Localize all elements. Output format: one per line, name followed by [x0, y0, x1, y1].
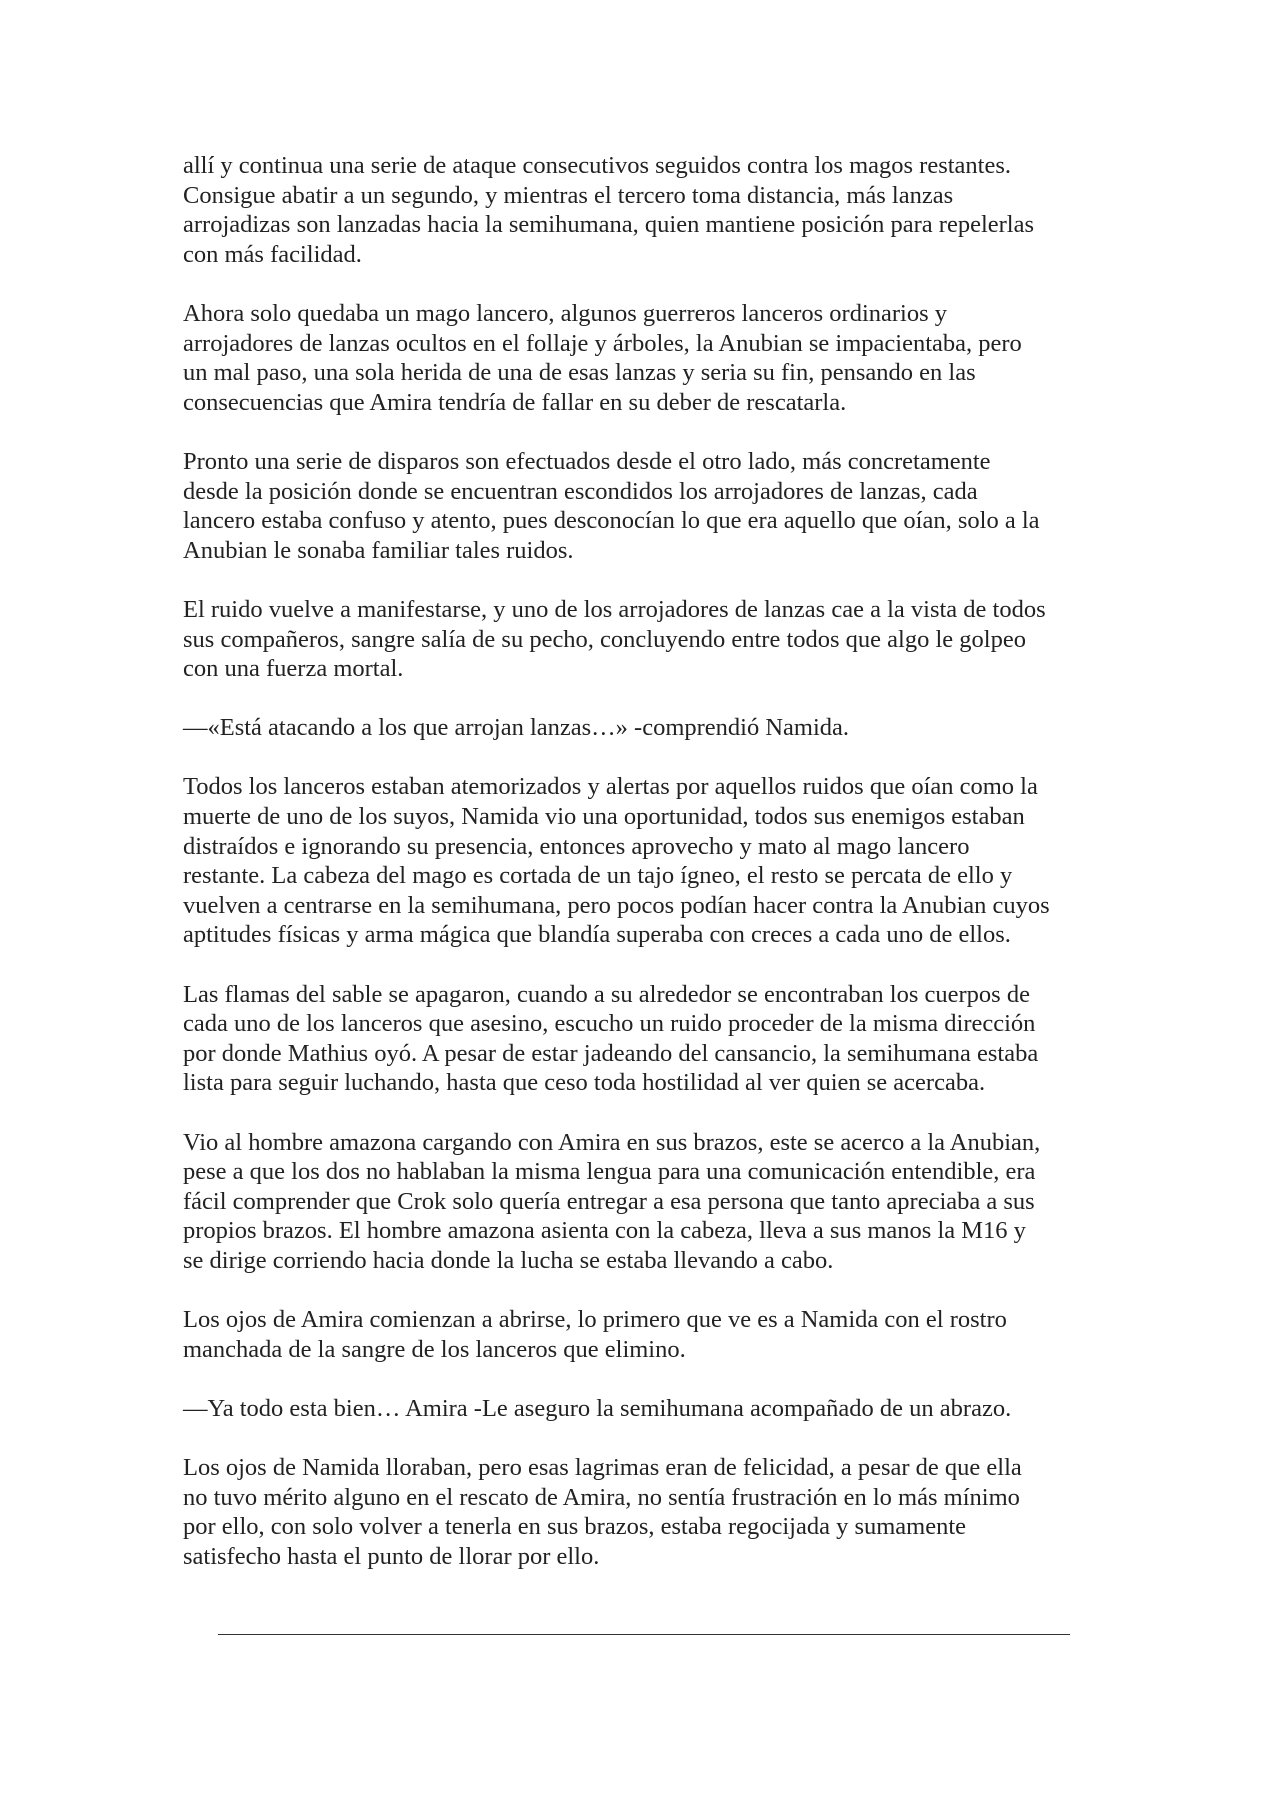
text-line: Los ojos de Amira comienzan a abrirse, lo primero que ve es a Namida con el rostro: [183, 1306, 1007, 1334]
text-line: consecuencias que Amira tendría de fallar en su deber de rescatarla.: [183, 388, 847, 416]
text-line: El ruido vuelve a manifestarse, y uno de los arrojadores de lanzas cae a la vista de todos: [183, 595, 1046, 623]
text-line: lista para seguir luchando, hasta que ceso toda hostilidad al ver quien se acercaba.: [183, 1069, 986, 1097]
paragraph: [183, 1305, 1103, 1364]
text-line: cada uno de los lanceros que asesino, escucho un ruido proceder de la misma dirección: [183, 1010, 1036, 1038]
text-line: allí y continua una serie de ataque consecutivos seguidos contra los magos restantes.: [183, 152, 1011, 179]
text-line: lancero estaba confuso y atento, pues desconocían lo que era aquello que oían, solo a la: [183, 507, 1040, 535]
text-line: por ello, con solo volver a tenerla en sus brazos, estaba regocijada y sumamente: [183, 1513, 967, 1541]
paragraph: [183, 299, 1103, 417]
paragraph: [183, 1453, 1103, 1571]
text-line: pese a que los dos no hablaban la misma lengua para una comunicación entendible, era: [183, 1158, 1036, 1186]
text-line: —Ya todo esta bien… Amira -Le aseguro la semihumana acompañado de un abrazo.: [183, 1394, 1012, 1422]
text-line: fácil comprender que Crok solo quería entregar a esa persona que tanto apreciaba a sus: [183, 1187, 1035, 1215]
text-line: arrojadizas son lanzadas hacia la semihumana, quien mantiene posición para repelerlas: [183, 211, 1035, 239]
dialogue-paragraph: [183, 713, 1103, 743]
text-line: por donde Mathius oyó. A pesar de estar jadeando del cansancio, la semihumana estaba: [183, 1039, 1039, 1067]
text-line: restante. La cabeza del mago es cortada de un tajo ígneo, el resto se percata de ello y: [183, 862, 1013, 890]
text-line: sus compañeros, sangre salía de su pecho, concluyendo entre todos que algo le golpeo: [183, 625, 1026, 653]
text-line: no tuvo mérito alguno en el rescato de Amira, no sentía frustración en lo más mínimo: [183, 1483, 1020, 1511]
paragraph: [183, 980, 1103, 1098]
text-line: desde la posición donde se encuentran escondidos los arrojadores de lanzas, cada: [183, 477, 978, 505]
paragraph: [183, 772, 1103, 950]
text-line: Los ojos de Namida lloraban, pero esas lagrimas eran de felicidad, a pesar de que ella: [183, 1454, 1022, 1482]
section-divider: [218, 1634, 1070, 1635]
text-line: distraídos e ignorando su presencia, entonces aprovecho y mato al mago lancero: [183, 832, 970, 860]
text-line: arrojadores de lanzas ocultos en el follaje y árboles, la Anubian se impacientaba, pero: [183, 329, 1022, 357]
body-text: [183, 151, 1103, 1601]
paragraph: [183, 595, 1103, 684]
text-line: se dirige corriendo hacia donde la lucha se estaba llevando a cabo.: [183, 1246, 834, 1274]
text-line: manchada de la sangre de los lanceros que elimino.: [183, 1335, 686, 1363]
text-line: con más facilidad.: [183, 240, 362, 268]
text-line: Todos los lanceros estaban atemorizados y alertas por aquellos ruidos que oían como la: [183, 773, 1038, 801]
text-line: propios brazos. El hombre amazona asienta con la cabeza, lleva a sus manos la M16 y: [183, 1217, 1026, 1245]
text-line: con una fuerza mortal.: [183, 655, 404, 683]
paragraph: [183, 151, 1103, 269]
text-line: Las flamas del sable se apagaron, cuando a su alrededor se encontraban los cuerpos de: [183, 980, 1030, 1008]
text-line: Ahora solo quedaba un mago lancero, algunos guerreros lanceros ordinarios y: [183, 299, 948, 327]
text-line: Vio al hombre amazona cargando con Amira en sus brazos, este se acerco a la Anubian,: [183, 1128, 1041, 1156]
text-line: muerte de uno de los suyos, Namida vio una oportunidad, todos sus enemigos estaban: [183, 803, 1025, 831]
text-line: satisfecho hasta el punto de llorar por ello.: [183, 1542, 600, 1570]
text-line: vuelven a centrarse en la semihumana, pero pocos podían hacer contra la Anubian cuyos: [183, 891, 1050, 919]
text-line: Pronto una serie de disparos son efectuados desde el otro lado, más concretamente: [183, 447, 991, 475]
text-line: aptitudes físicas y arma mágica que blandía superaba con creces a cada uno de ellos.: [183, 921, 1011, 949]
text-line: Anubian le sonaba familiar tales ruidos.: [183, 536, 574, 564]
dialogue-paragraph: [183, 1394, 1103, 1424]
text-line: —«Está atacando a los que arrojan lanzas…» -comprendió Namida.: [183, 714, 850, 742]
paragraph: [183, 1128, 1103, 1276]
text-line: un mal paso, una sola herida de una de esas lanzas y seria su fin, pensando en las: [183, 359, 976, 387]
text-line: Consigue abatir a un segundo, y mientras el tercero toma distancia, más lanzas: [183, 181, 954, 209]
paragraph: [183, 447, 1103, 565]
